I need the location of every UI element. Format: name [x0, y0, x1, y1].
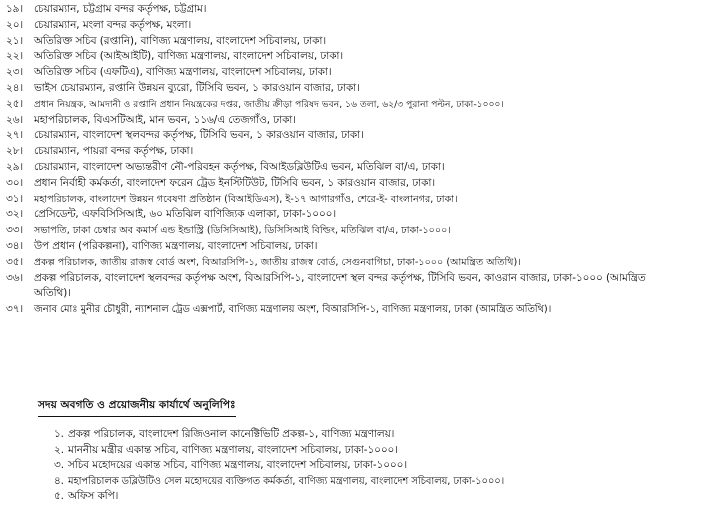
copy-number: ১.	[54, 428, 64, 440]
copy-item	[54, 458, 694, 474]
item-number: ৩১।	[6, 192, 24, 205]
item-number: ২৮।	[6, 145, 24, 158]
list-item	[6, 302, 698, 318]
list-item	[6, 255, 698, 271]
copy-item	[54, 474, 694, 490]
copy-text: প্রকল্প পরিচালক, বাংলাদেশ রিজিওনাল কানেক্টিভিটি প্রকল্প-১, বাণিজ্য মন্ত্রণালয়।	[68, 428, 395, 440]
distribution-list	[6, 2, 698, 318]
copy-number: ২.	[54, 443, 64, 456]
copies-heading: সদয় অবগতি ও প্রয়োজনীয় কার্যার্থে অনুলিপিঃ	[38, 398, 236, 417]
item-number: ৩৬।	[6, 271, 24, 284]
item-number: ৩৭।	[6, 303, 24, 316]
item-text: চেয়ারম্যান, মংলা বন্দর কর্তৃপক্ষ, মংলা।	[34, 18, 192, 31]
item-text: চেয়ারম্যান, পায়রা বন্দর কর্তৃপক্ষ, ঢাকা।	[34, 145, 194, 158]
list-item	[6, 113, 698, 129]
item-text: প্রধান নিয়ন্ত্রক, আমদানী ও রপ্তানি প্রধান নিয়ন্ত্রকের দপ্তর, জাতীয় ক্রীড়া পরিষদ ভবন, ১৬ তলা, ৬২/৩ পুরানা পল্টন, ঢাকা-১০০০।	[34, 98, 504, 110]
item-number: ৩৫।	[6, 255, 24, 268]
list-item	[6, 128, 698, 144]
item-text: চেয়ারম্যান, বাংলাদেশ অভ্যন্তরীণ নৌ-পরিবহন কর্তৃপক্ষ, বিআইডব্লিউটিএ ভবন, মতিঝিল বা/এ, ঢাকা।	[34, 160, 445, 173]
copy-item	[54, 489, 694, 505]
list-item	[6, 18, 698, 34]
item-text: অতিরিক্ত সচিব (রপ্তানি), বাণিজ্য মন্ত্রণালয়, বাংলাদেশ সচিবালয়, ঢাকা।	[34, 34, 327, 47]
item-number: ১৯।	[6, 3, 24, 15]
item-text: প্রকল্প পরিচালক, জাতীয় রাজস্ব বোর্ড অংশ, বিআরসিপি-১, জাতীয় রাজস্ব বোর্ড, সেগুনবাগিচা, ঢাকা-১০০০ (আমন্ত্রিত অতিথি)।	[34, 256, 521, 268]
copy-text: সচিব মহোদয়ের একান্ত সচিব, বাণিজ্য মন্ত্রণালয়, বাংলাদেশ সচিবালয়, ঢাকা-১০০০।	[68, 459, 408, 472]
item-text: প্রেসিডেন্ট, এফবিসিসিআই, ৬০ মতিঝিল বাণিজ্যিক এলাকা, ঢাকা-১০০০।	[34, 208, 337, 221]
list-item	[6, 65, 698, 81]
copy-number: ৫.	[54, 490, 64, 503]
list-item	[6, 34, 698, 50]
copies-list	[54, 427, 694, 505]
list-item	[6, 239, 698, 255]
item-number: ২৬।	[6, 113, 24, 126]
copy-text: মাননীয় মন্ত্রীর একান্ত সচিব, বাণিজ্য মন্ত্রণালয়, বাংলাদেশ সচিবালয়, ঢাকা-১০০০।	[68, 443, 398, 456]
list-item	[6, 2, 698, 18]
list-item	[6, 97, 698, 113]
list-item	[6, 192, 698, 208]
copy-item	[54, 443, 694, 459]
list-item	[6, 223, 698, 239]
item-text: মহাপরিচালক, বিএসটিআই, মান ভবন, ১১৬/এ তেজগাঁও, ঢাকা।	[34, 113, 296, 126]
item-text: মহাপরিচালক, বাংলাদেশ উন্নয়ন গবেষণা প্রতিষ্ঠান (বিআইডিএস), ই-১৭ আগারগাঁও, শেরে-ই- বাংলানগর, ঢাকা।	[34, 193, 458, 205]
item-text: চেয়ারম্যান, চট্টগ্রাম বন্দর কর্তৃপক্ষ, চট্টগ্রাম।	[34, 3, 207, 15]
item-text: ভাইস চেয়ারম্যান, রপ্তানি উন্নয়ন ব্যুরো, টিসিবি ভবন, ১ কারওয়ান বাজার, ঢাকা।	[34, 81, 360, 94]
item-number: ৩৪।	[6, 239, 24, 252]
item-text: উপ প্রধান (পরিকল্পনা), বাণিজ্য মন্ত্রণালয়, বাংলাদেশ সচিবালয়, ঢাকা।	[34, 239, 318, 252]
list-item	[6, 271, 698, 303]
item-number: ২৫।	[6, 97, 24, 110]
item-text: অতিরিক্ত সচিব (আইআইটি), বাণিজ্য মন্ত্রণালয়, বাংলাদেশ সচিবালয়, ঢাকা।	[34, 50, 344, 63]
list-item	[6, 144, 698, 160]
item-text: প্রধান নির্বাহী কর্মকর্তা, বাংলাদেশ ফরেন ট্রেড ইনস্টিটিউট, টিসিবি ভবন, ১ কারওয়ান বাজার, ঢাকা।	[34, 176, 436, 189]
item-text: জনাব মোঃ মুনীর চৌধুরী, ন্যাশনাল ট্রেড এক্সপার্ট, বাণিজ্য মন্ত্রণালয় অংশ, বিআরসিপি-১, বাণিজ্য মন্ত্রণালয়, ঢাকা (আমন্ত্রিত অতিথি)।	[34, 304, 552, 316]
copy-text: মহাপরিচালক ডব্লিউটিও সেল মহোদয়ের ব্যক্তিগত কর্মকর্তা, বাণিজ্য মন্ত্রণালয়, বাংলাদেশ সচিবালয়, ঢাকা-১০০০।	[68, 475, 505, 487]
item-number: ২২।	[6, 50, 24, 63]
item-number: ২১।	[6, 34, 24, 47]
item-number: ২৩।	[6, 66, 24, 79]
item-number: ৩২।	[6, 208, 24, 221]
item-number: ৩৩।	[6, 224, 24, 237]
item-text: প্রকল্প পরিচালক, বাংলাদেশ স্থলবন্দর কর্তৃপক্ষ অংশ, বিআরসিপি-১, বাংলাদেশ স্থল বন্দর কর্তৃপক্ষ, টিসিবি ভবন, কাওরান বাজার, ঢাকা-১০০০ (আমন্ত্রিত অতিথি)।	[34, 271, 646, 300]
copy-number: ৩.	[54, 459, 64, 472]
item-text: সভাপতি, ঢাকা চেম্বার অব কমার্স এন্ড ইন্ডাস্ট্রি (ডিসিসিআই), ডিসিসিআই বিল্ডিং, মতিঝিল বা/এ, ঢাকা-১০০০।	[34, 225, 451, 237]
copy-number: ৪.	[54, 474, 64, 487]
item-number: ২৯।	[6, 160, 24, 173]
list-item	[6, 49, 698, 65]
list-item	[6, 81, 698, 97]
list-item	[6, 176, 698, 192]
item-text: চেয়ারম্যান, বাংলাদেশ স্থলবন্দর কর্তৃপক্ষ, টিসিবি ভবন, ১ কারওয়ান বাজার, ঢাকা।	[34, 129, 364, 142]
copy-item	[54, 427, 694, 443]
list-item	[6, 207, 698, 223]
list-item	[6, 160, 698, 176]
item-text: অতিরিক্ত সচিব (এফটিএ), বাণিজ্য মন্ত্রণালয়, বাংলাদেশ সচিবালয়, ঢাকা।	[34, 66, 332, 79]
item-number: ২৪।	[6, 81, 24, 94]
copy-text: অফিস কপি।	[68, 490, 119, 503]
item-number: ৩০।	[6, 176, 24, 189]
item-number: ২৭।	[6, 129, 24, 142]
item-number: ২০।	[6, 18, 24, 31]
